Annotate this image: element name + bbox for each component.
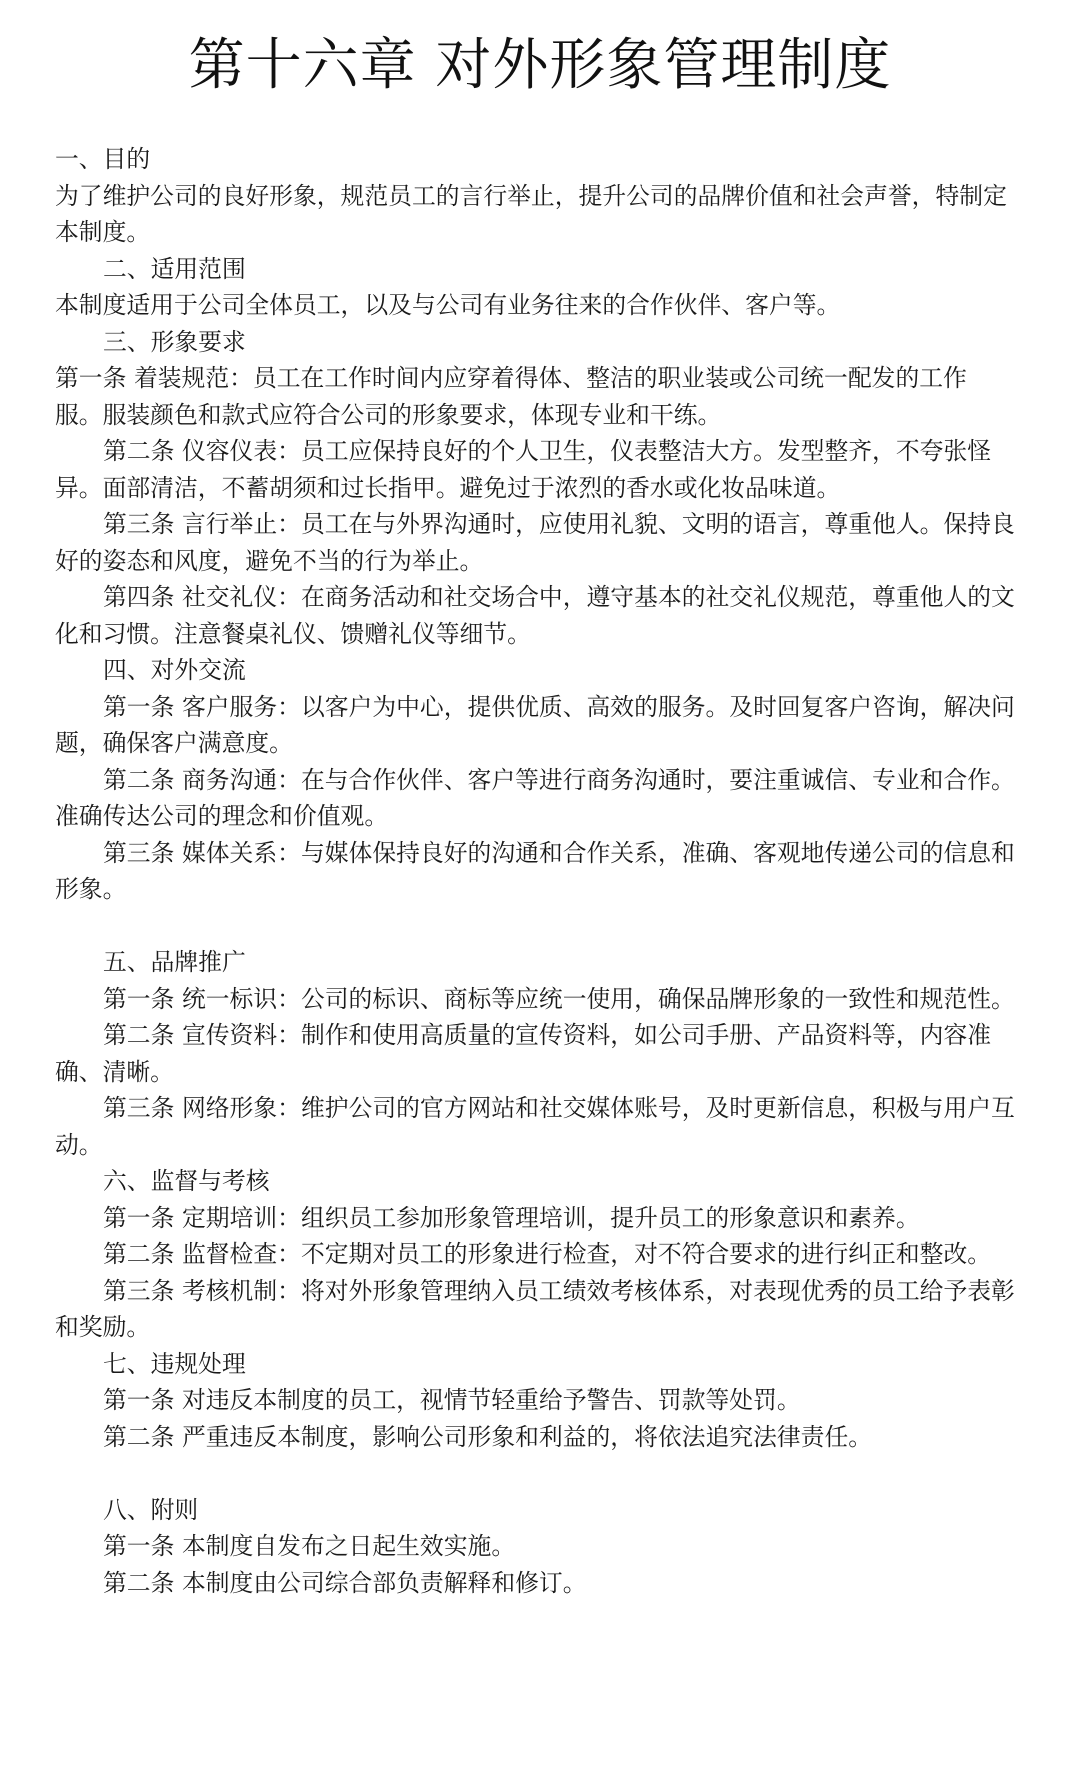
paragraph-line: 本制度适用于公司全体员工，以及与公司有业务往来的合作伙伴、客户等。 xyxy=(55,291,841,319)
paragraph-line: 服。服装颜色和款式应符合公司的形象要求，体现专业和干练。 xyxy=(55,400,722,429)
paragraph-line: 第三条 媒体关系：与媒体保持良好的沟通和合作关系，准确、客观地传递公司的信息和 xyxy=(103,838,1015,867)
section-heading-purpose: 一、目的 xyxy=(55,145,151,173)
section-heading-image-requirements: 三、形象要求 xyxy=(103,327,246,356)
paragraph-line: 第二条 商务沟通：在与合作伙伴、客户等进行商务沟通时，要注重诚信、专业和合作。 xyxy=(103,765,1015,794)
document-body xyxy=(55,141,1040,1601)
paragraph-line: 第一条 对违反本制度的员工，视情节轻重给予警告、罚款等处罚。 xyxy=(103,1386,801,1414)
paragraph-line: 第一条 本制度自发布之日起生效实施。 xyxy=(103,1532,516,1560)
section-heading-supplementary: 八、附则 xyxy=(103,1495,199,1524)
paragraph-line: 和奖励。 xyxy=(55,1313,151,1341)
page-title: 第十六章 对外形象管理制度 xyxy=(188,33,892,98)
paragraph-line: 为了维护公司的良好形象，规范员工的言行举止，提升公司的品牌价值和社会声誉，特制定 xyxy=(55,181,1007,210)
section-heading-violations: 七、违规处理 xyxy=(103,1349,246,1378)
paragraph-line: 确、清晰。 xyxy=(55,1057,174,1086)
paragraph-line: 第一条 着装规范：员工在工作时间内应穿着得体、整洁的职业装或公司统一配发的工作 xyxy=(55,364,967,392)
paragraph-gap xyxy=(55,1455,1040,1492)
section-heading-supervision: 六、监督与考核 xyxy=(103,1167,270,1195)
paragraph-line: 好的姿态和风度，避免不当的行为举止。 xyxy=(55,546,484,575)
paragraph-line: 第三条 网络形象：维护公司的官方网站和社交媒体账号，及时更新信息，积极与用户互 xyxy=(103,1094,1015,1122)
paragraph-line: 第三条 考核机制：将对外形象管理纳入员工绩效考核体系，对表现优秀的员工给予表彰 xyxy=(103,1276,1015,1305)
paragraph-line: 题，确保客户满意度。 xyxy=(55,729,293,757)
paragraph-line: 第一条 定期培训：组织员工参加形象管理培训，提升员工的形象意识和素养。 xyxy=(103,1203,920,1232)
paragraph-line: 第三条 言行举止：员工在与外界沟通时，应使用礼貌、文明的语言，尊重他人。保持良 xyxy=(103,510,1015,538)
section-heading-brand-promotion: 五、品牌推广 xyxy=(103,948,246,976)
paragraph-line: 第二条 监督检查：不定期对员工的形象进行检查，对不符合要求的进行纠正和整改。 xyxy=(103,1240,992,1268)
paragraph-line: 第一条 客户服务：以客户为中心，提供优质、高效的服务。及时回复客户咨询，解决问 xyxy=(103,692,1015,721)
paragraph-line: 化和习惯。注意餐桌礼仪、馈赠礼仪等细节。 xyxy=(55,619,531,648)
paragraph-line: 第二条 严重违反本制度，影响公司形象和利益的，将依法追究法律责任。 xyxy=(103,1422,873,1451)
paragraph-line: 第二条 本制度由公司综合部负责解释和修订。 xyxy=(103,1568,587,1597)
section-heading-scope: 二、适用范围 xyxy=(103,254,246,283)
paragraph-line: 动。 xyxy=(55,1130,103,1159)
paragraph-line: 第一条 统一标识：公司的标识、商标等应统一使用，确保品牌形象的一致性和规范性。 xyxy=(103,984,1015,1013)
paragraph-gap xyxy=(55,908,1040,945)
paragraph-line: 准确传达公司的理念和价值观。 xyxy=(55,802,389,830)
paragraph-line: 本制度。 xyxy=(55,218,151,246)
section-heading-external-communication: 四、对外交流 xyxy=(103,656,246,684)
paragraph-line: 第二条 宣传资料：制作和使用高质量的宣传资料，如公司手册、产品资料等，内容准 xyxy=(103,1021,992,1049)
paragraph-line: 形象。 xyxy=(55,875,127,903)
paragraph-line: 第二条 仪容仪表：员工应保持良好的个人卫生，仪表整洁大方。发型整齐，不夸张怪 xyxy=(103,437,992,465)
paragraph-line: 第四条 社交礼仪：在商务活动和社交场合中，遵守基本的社交礼仪规范，尊重他人的文 xyxy=(103,583,1015,611)
paragraph-line: 异。面部清洁，不蓄胡须和过长指甲。避免过于浓烈的香水或化妆品味道。 xyxy=(55,473,841,502)
